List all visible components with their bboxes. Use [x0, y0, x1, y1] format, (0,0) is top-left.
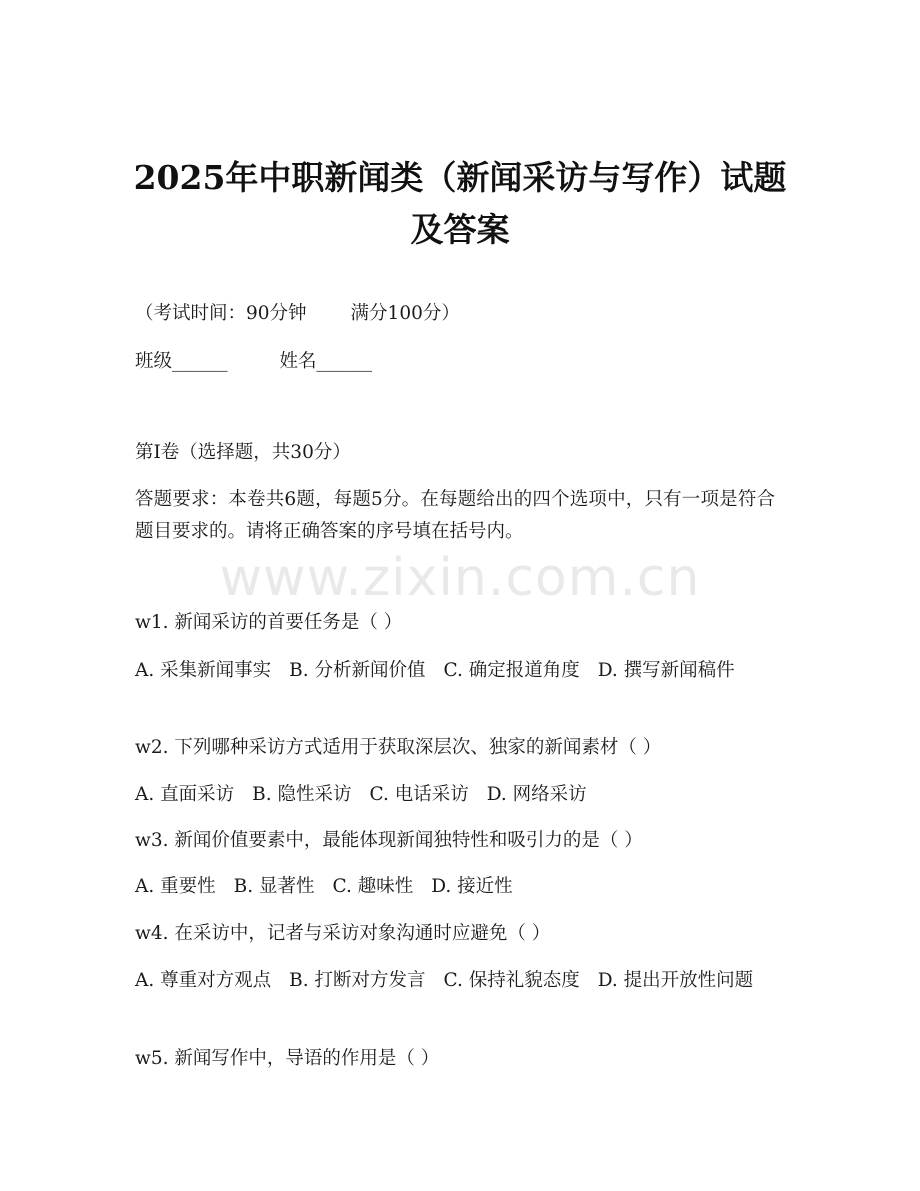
question-stem: w5. 新闻写作中，导语的作用是（ ）	[135, 1048, 440, 1069]
student-info	[135, 346, 372, 378]
question-options	[135, 965, 775, 997]
exam-score: 满分100分）	[350, 303, 460, 324]
option-a: A. 尊重对方观点	[135, 970, 272, 991]
question-stem: w1. 新闻采访的首要任务是（ ）	[135, 612, 403, 633]
exam-info	[135, 298, 460, 330]
option-a: A. 采集新闻事实	[135, 660, 272, 681]
option-b: B. 隐性采访	[252, 784, 352, 805]
class-field-label: 班级______	[135, 351, 228, 372]
question-stem: w4. 在采访中，记者与采访对象沟通时应避免（ ）	[135, 923, 551, 944]
option-b: B. 分析新闻价值	[289, 660, 426, 681]
option-d: D. 接近性	[431, 876, 513, 897]
option-d: D. 网络采访	[486, 784, 587, 805]
question-stem: w3. 新闻价值要素中，最能体现新闻独特性和吸引力的是（ ）	[135, 830, 643, 851]
option-c: C. 电话采访	[369, 784, 469, 805]
exam-time: （考试时间：90分钟	[135, 303, 307, 324]
section-instructions: 答题要求：本卷共6题，每题5分。在每题给出的四个选项中，只有一项是符合题目要求的。请将正确答案的序号填在括号内。	[135, 489, 775, 542]
option-c: C. 保持礼貌态度	[443, 970, 580, 991]
option-c: C. 确定报道角度	[443, 660, 580, 681]
option-d: D. 提出开放性问题	[597, 970, 754, 991]
section-heading: 第Ⅰ卷（选择题，共30分）	[135, 442, 351, 463]
title-line-2: 及答案	[410, 210, 510, 249]
option-d: D. 撰写新闻稿件	[597, 660, 735, 681]
option-b: B. 显著性	[233, 876, 315, 897]
question-options	[135, 871, 513, 903]
option-a: A. 重要性	[135, 876, 216, 897]
document-title	[100, 152, 820, 256]
option-b: B. 打断对方发言	[289, 970, 426, 991]
name-field-label: 姓名______	[279, 351, 373, 372]
option-c: C. 趣味性	[332, 876, 414, 897]
question-options	[135, 655, 775, 687]
question-stem: w2. 下列哪种采访方式适用于获取深层次、独家的新闻素材（ ）	[135, 737, 662, 758]
question-options	[135, 779, 587, 811]
title-line-1: 2025年中职新闻类（新闻采访与写作）试题	[133, 158, 787, 197]
watermark: www.zixin.com.cn	[219, 548, 701, 608]
option-a: A. 直面采访	[135, 784, 235, 805]
